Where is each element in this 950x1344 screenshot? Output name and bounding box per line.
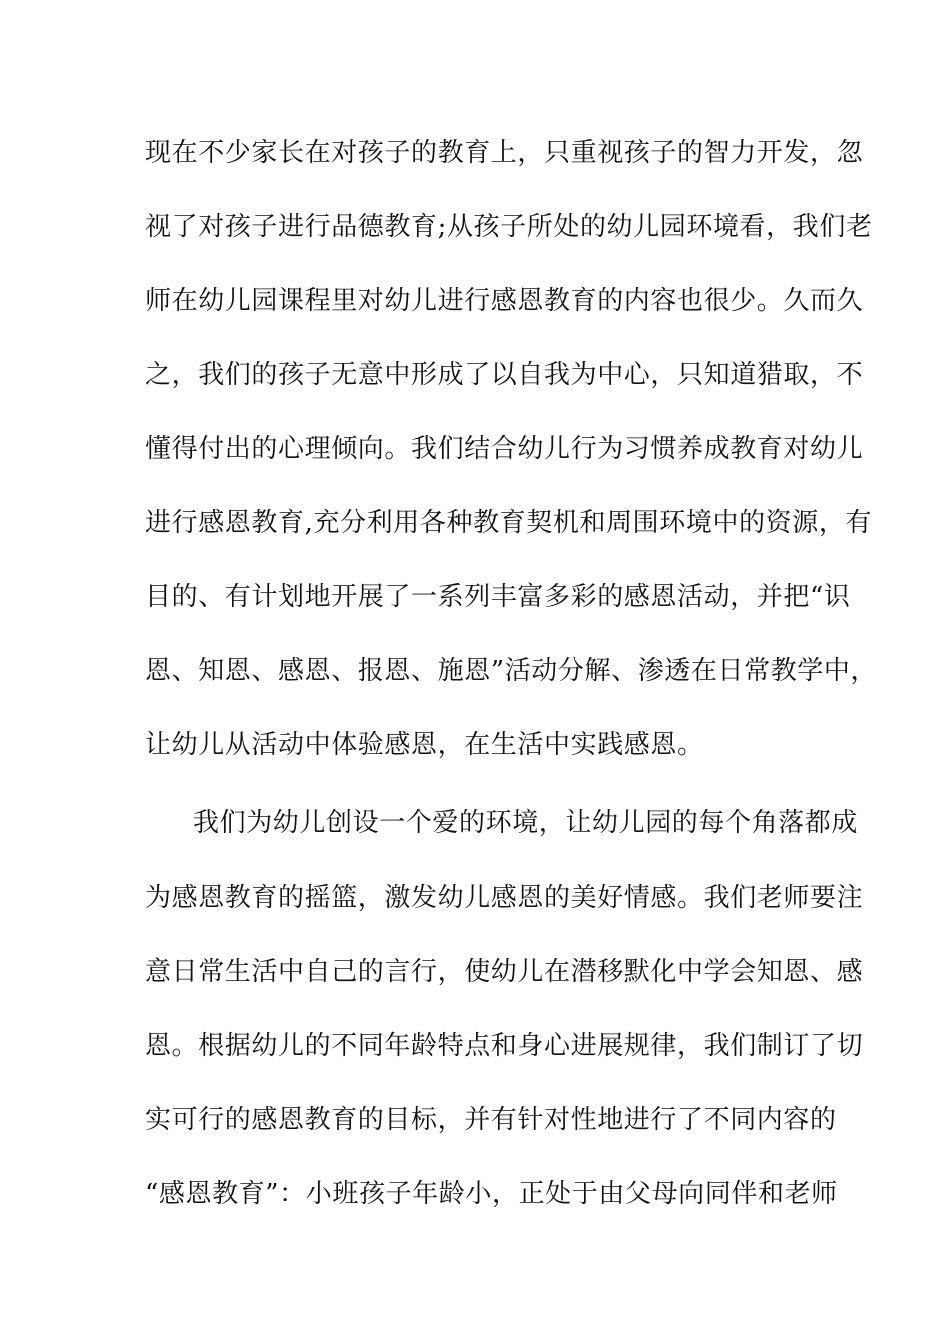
text-line: 恩。根据幼儿的不同年龄特点和身心进展规律，我们制订了切 <box>145 1031 864 1061</box>
text-line: 目的、有计划地开展了一系列丰富多彩的感恩活动，并把“识 <box>145 582 851 612</box>
text-line: “感恩教育”：小班孩子年龄小，正处于由父母向同伴和老师 <box>145 1179 838 1209</box>
text-line: 懂得付出的心理倾向。我们结合幼儿行为习惯养成教育对幼儿 <box>145 434 864 464</box>
text-line: 让幼儿从活动中体验感恩，在生活中实践感恩。 <box>145 730 704 760</box>
text-line: 之，我们的孩子无意中形成了以自我为中心，只知道猎取，不 <box>145 360 864 390</box>
text-line: 师在幼儿园课程里对幼儿进行感恩教育的内容也很少。久而久 <box>145 286 864 316</box>
text-line: 为感恩教育的摇篮，激发幼儿感恩的美好情感。我们老师要注 <box>145 883 864 913</box>
text-line: 视了对孩子进行品德教育;从孩子所处的幼儿园环境看，我们老 <box>145 212 873 242</box>
text-line: 意日常生活中自己的言行，使幼儿在潜移默化中学会知恩、感 <box>145 957 864 987</box>
paragraph-first-line: 我们为幼儿创设一个爱的环境，让幼儿园的每个角落都成 <box>193 808 859 838</box>
text-line: 现在不少家长在对孩子的教育上，只重视孩子的智力开发，忽 <box>145 138 864 168</box>
text-line: 实可行的感恩教育的目标，并有针对性地进行了不同内容的 <box>145 1105 837 1135</box>
text-line: 恩、知恩、感恩、报恩、施恩”活动分解、渗透在日常教学中， <box>145 656 878 686</box>
text-line: 进行感恩教育,充分利用各种教育契机和周围环境中的资源，有 <box>145 508 873 538</box>
